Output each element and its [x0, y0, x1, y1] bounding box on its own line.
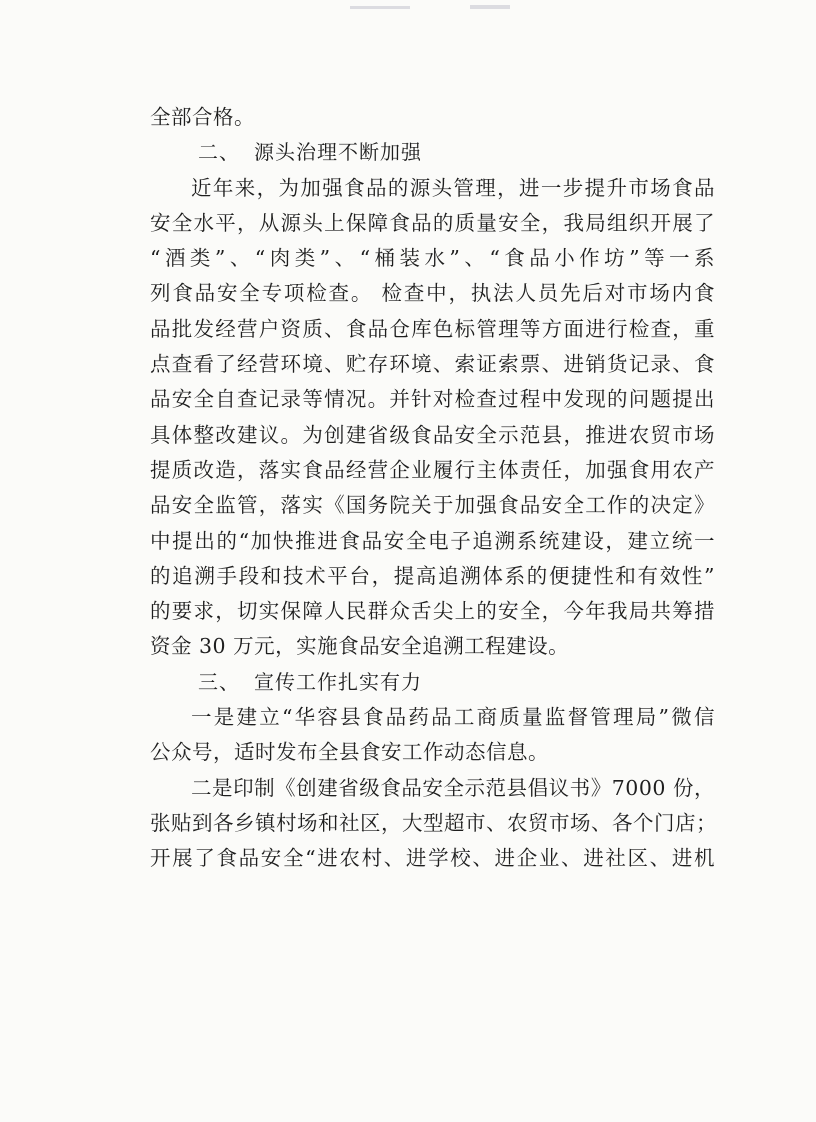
text-line: 全部合格。	[150, 105, 255, 129]
text-line: 列食品安全专项检查。 检查中，执法人员先后对市场内食	[150, 281, 715, 306]
section-title: 源头治理不断加强	[254, 140, 422, 165]
section-heading	[150, 665, 715, 700]
scan-artifact	[350, 6, 410, 9]
text-line: 开展了食品安全“进农村、进学校、进企业、进社区、进机	[150, 846, 715, 871]
text-line: “酒类”、“肉类”、“桶装水”、“食品小作坊”等一系	[150, 246, 715, 271]
text-line: 的要求，切实保障人民群众舌尖上的安全，今年我局共筹措	[150, 599, 715, 624]
text-line: 一是建立“华容县食品药品工商质量监督管理局”微信	[191, 705, 715, 730]
text-line: 具体整改建议。为创建省级食品安全示范县，推进农贸市场	[150, 422, 715, 447]
section-number: 二、	[198, 140, 240, 165]
text-line: 点查看了经营环境、贮存环境、索证索票、进销货记录、食	[150, 352, 715, 377]
text-line: 公众号，适时发布全县食安工作动态信息。	[150, 740, 549, 765]
text-line: 品安全监管，落实《国务院关于加强食品安全工作的决定》	[150, 493, 715, 518]
paragraph	[150, 700, 715, 771]
text-line: 品安全自查记录等情况。并针对检查过程中发现的问题提出	[150, 387, 715, 412]
text-line: 的追溯手段和技术平台，提高追溯体系的便捷性和有效性”	[150, 563, 715, 588]
text-line: 提质改造，落实食品经营企业履行主体责任，加强食用农产	[150, 457, 715, 482]
document-page	[150, 100, 715, 877]
text-line: 近年来，为加强食品的源头管理，进一步提升市场食品	[191, 175, 715, 200]
text-line: 资金 30 万元，实施食品安全追溯工程建设。	[150, 634, 570, 659]
text-line: 二是印制《创建省级食品安全示范县倡议书》7000 份，	[191, 775, 715, 800]
text-line: 安全水平，从源头上保障食品的质量安全，我局组织开展了	[150, 210, 715, 235]
paragraph	[150, 171, 715, 665]
text-line: 品批发经营户资质、食品仓库色标管理等方面进行检查，重	[150, 316, 715, 341]
text-line: 中提出的“加快推进食品安全电子追溯系统建设，建立统一	[150, 528, 715, 553]
text-line: 张贴到各乡镇村场和社区，大型超市、农贸市场、各个门店；	[150, 810, 717, 835]
section-heading	[150, 135, 715, 170]
section-number: 三、	[198, 669, 240, 694]
paragraph	[150, 771, 715, 877]
section-title: 宣传工作扎实有力	[254, 669, 422, 694]
scan-artifact	[470, 5, 510, 9]
